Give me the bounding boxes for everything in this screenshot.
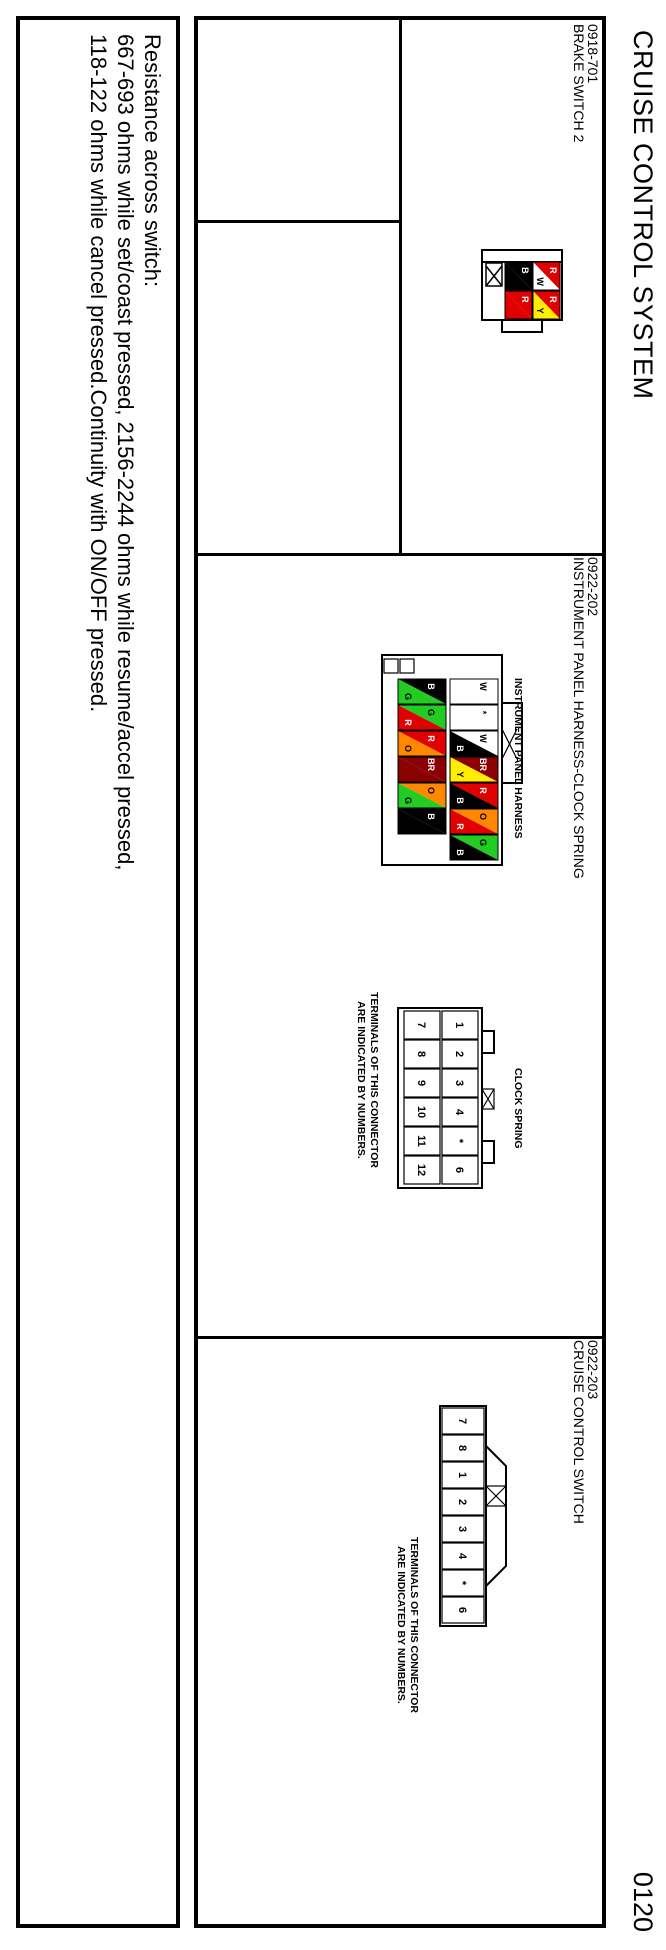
pin-label-top: O — [425, 786, 436, 795]
brake-pin-1 — [533, 262, 560, 290]
switch-pin-number: 2 — [456, 1498, 468, 1506]
harness-pin-2 — [450, 705, 498, 730]
divider-small-v — [198, 220, 402, 223]
harness-pin-7 — [450, 835, 498, 860]
harness-note-1: TERMINALS OF THIS CONNECTOR — [368, 992, 380, 1168]
harness-pin-9 — [398, 705, 446, 730]
switch-code: 0922-203 — [585, 1340, 601, 1400]
pin-label-top: W — [477, 682, 488, 691]
pin-label-bottom: G — [403, 692, 414, 701]
pin-label-bottom: G — [403, 796, 414, 805]
harness-pin-13 — [398, 809, 446, 834]
switch-pin-number: 8 — [456, 1444, 468, 1452]
brake-connector — [482, 250, 562, 332]
clock-pin-number: 10 — [415, 1105, 427, 1119]
pin-label-top: * — [477, 710, 488, 715]
harness-pin-5 — [450, 783, 498, 808]
connector-frame — [194, 16, 606, 1928]
clock-pin-number: 7 — [415, 1021, 427, 1029]
clockspring-connector — [398, 1008, 494, 1188]
pin-label-top: B — [425, 813, 436, 820]
pin-label-top: R — [519, 296, 530, 303]
pin-label-top: B — [519, 267, 530, 274]
clock-pin-number: 12 — [415, 1163, 427, 1177]
pin-label-bottom: B — [455, 797, 466, 804]
switch-name: CRUISE CONTROL SWITCH — [571, 1340, 587, 1524]
pin-label-bottom: B — [455, 745, 466, 752]
pin-label-bottom: O — [403, 744, 414, 753]
pin-label-top: R — [547, 296, 558, 303]
harness-connectors-svg — [190, 553, 602, 1336]
brake-pin-3 — [533, 291, 560, 319]
harness-code: 0922-202 — [585, 557, 601, 617]
clock-pin-number: 1 — [453, 1021, 465, 1029]
clock-pin-number: 4 — [453, 1108, 465, 1116]
harness-pin-8 — [398, 679, 446, 704]
clock-pin-number: 6 — [453, 1166, 465, 1174]
clock-pin-number: 3 — [453, 1079, 465, 1087]
pin-label-top: G — [425, 708, 436, 717]
pin-label-bottom: R — [455, 823, 466, 830]
clock-pin-number: 9 — [415, 1079, 427, 1087]
pin-label-top: R — [547, 267, 558, 274]
clock-pin-number: * — [453, 1138, 465, 1144]
pin-label-top: BR — [425, 758, 436, 771]
pin-label-top: O — [477, 812, 488, 821]
page-title: CRUISE CONTROL SYSTEM — [628, 30, 658, 400]
switch-pin-number: 4 — [456, 1552, 468, 1560]
harness-pin-4 — [450, 757, 498, 782]
pin-label-top: G — [477, 838, 488, 847]
clockspring-label: CLOCK SPRING — [512, 1068, 524, 1149]
harness-pin-6 — [450, 809, 498, 834]
harness-connector — [382, 655, 522, 865]
switch-pin-number: * — [456, 1580, 468, 1586]
harness-pin-12 — [398, 783, 446, 808]
note-line-2: 667-693 ohms while set/coast pressed, 2156-2244 ohms while resume/accel pressed, — [113, 34, 138, 871]
brake-pin-2 — [505, 262, 532, 290]
pin-label-bottom: Y — [455, 771, 466, 778]
pin-label-bottom: B — [455, 849, 466, 856]
harness-pin-10 — [398, 731, 446, 756]
harness-pin-1 — [450, 679, 498, 704]
pin-label-bottom: W — [535, 277, 546, 286]
pin-label-top: B — [425, 683, 436, 690]
notes-box — [16, 16, 180, 1928]
brake-code: 0918-701 — [585, 24, 601, 84]
pin-label-top: W — [477, 734, 488, 743]
switch-note-2: ARE INDICATED BY NUMBERS. — [395, 1546, 407, 1704]
harness-name: INSTRUMENT PANEL HARNESS-CLOCK SPRING — [571, 557, 587, 879]
switch-connector-svg — [190, 1336, 602, 1932]
brake-name: BRAKE SWITCH 2 — [571, 24, 587, 143]
switch-pin-number: 3 — [456, 1525, 468, 1533]
brake-connector-svg — [402, 20, 602, 553]
page-number: 0120 — [628, 1871, 658, 1932]
pin-label-top: BR — [477, 758, 488, 771]
pin-label-bottom: R — [403, 719, 414, 726]
pin-label-bottom: Y — [535, 307, 546, 314]
switch-connector — [440, 1406, 506, 1626]
switch-pin-number: 6 — [456, 1606, 468, 1614]
pin-label-top: R — [425, 735, 436, 742]
clock-pin-number: 2 — [453, 1050, 465, 1058]
note-line-3: 118-122 ohms while cancel pressed.Continuity with ON/OFF pressed. — [86, 34, 111, 713]
harness-pin-3 — [450, 731, 498, 756]
clock-pin-number: 8 — [415, 1050, 427, 1058]
switch-pin-number: 1 — [456, 1471, 468, 1479]
note-line-1: Resistance across switch: — [140, 34, 165, 288]
switch-pin-number: 7 — [456, 1417, 468, 1425]
clock-pin-number: 11 — [415, 1135, 427, 1147]
brake-pin-4 — [505, 291, 532, 319]
harness-sub-label: INSTRUMENT PANEL HARNESS — [512, 678, 524, 839]
pin-label-top: R — [477, 787, 488, 794]
harness-pin-11 — [398, 757, 446, 782]
harness-note-2: ARE INDICATED BY NUMBERS. — [355, 1001, 367, 1159]
switch-note-1: TERMINALS OF THIS CONNECTOR — [408, 1537, 420, 1713]
